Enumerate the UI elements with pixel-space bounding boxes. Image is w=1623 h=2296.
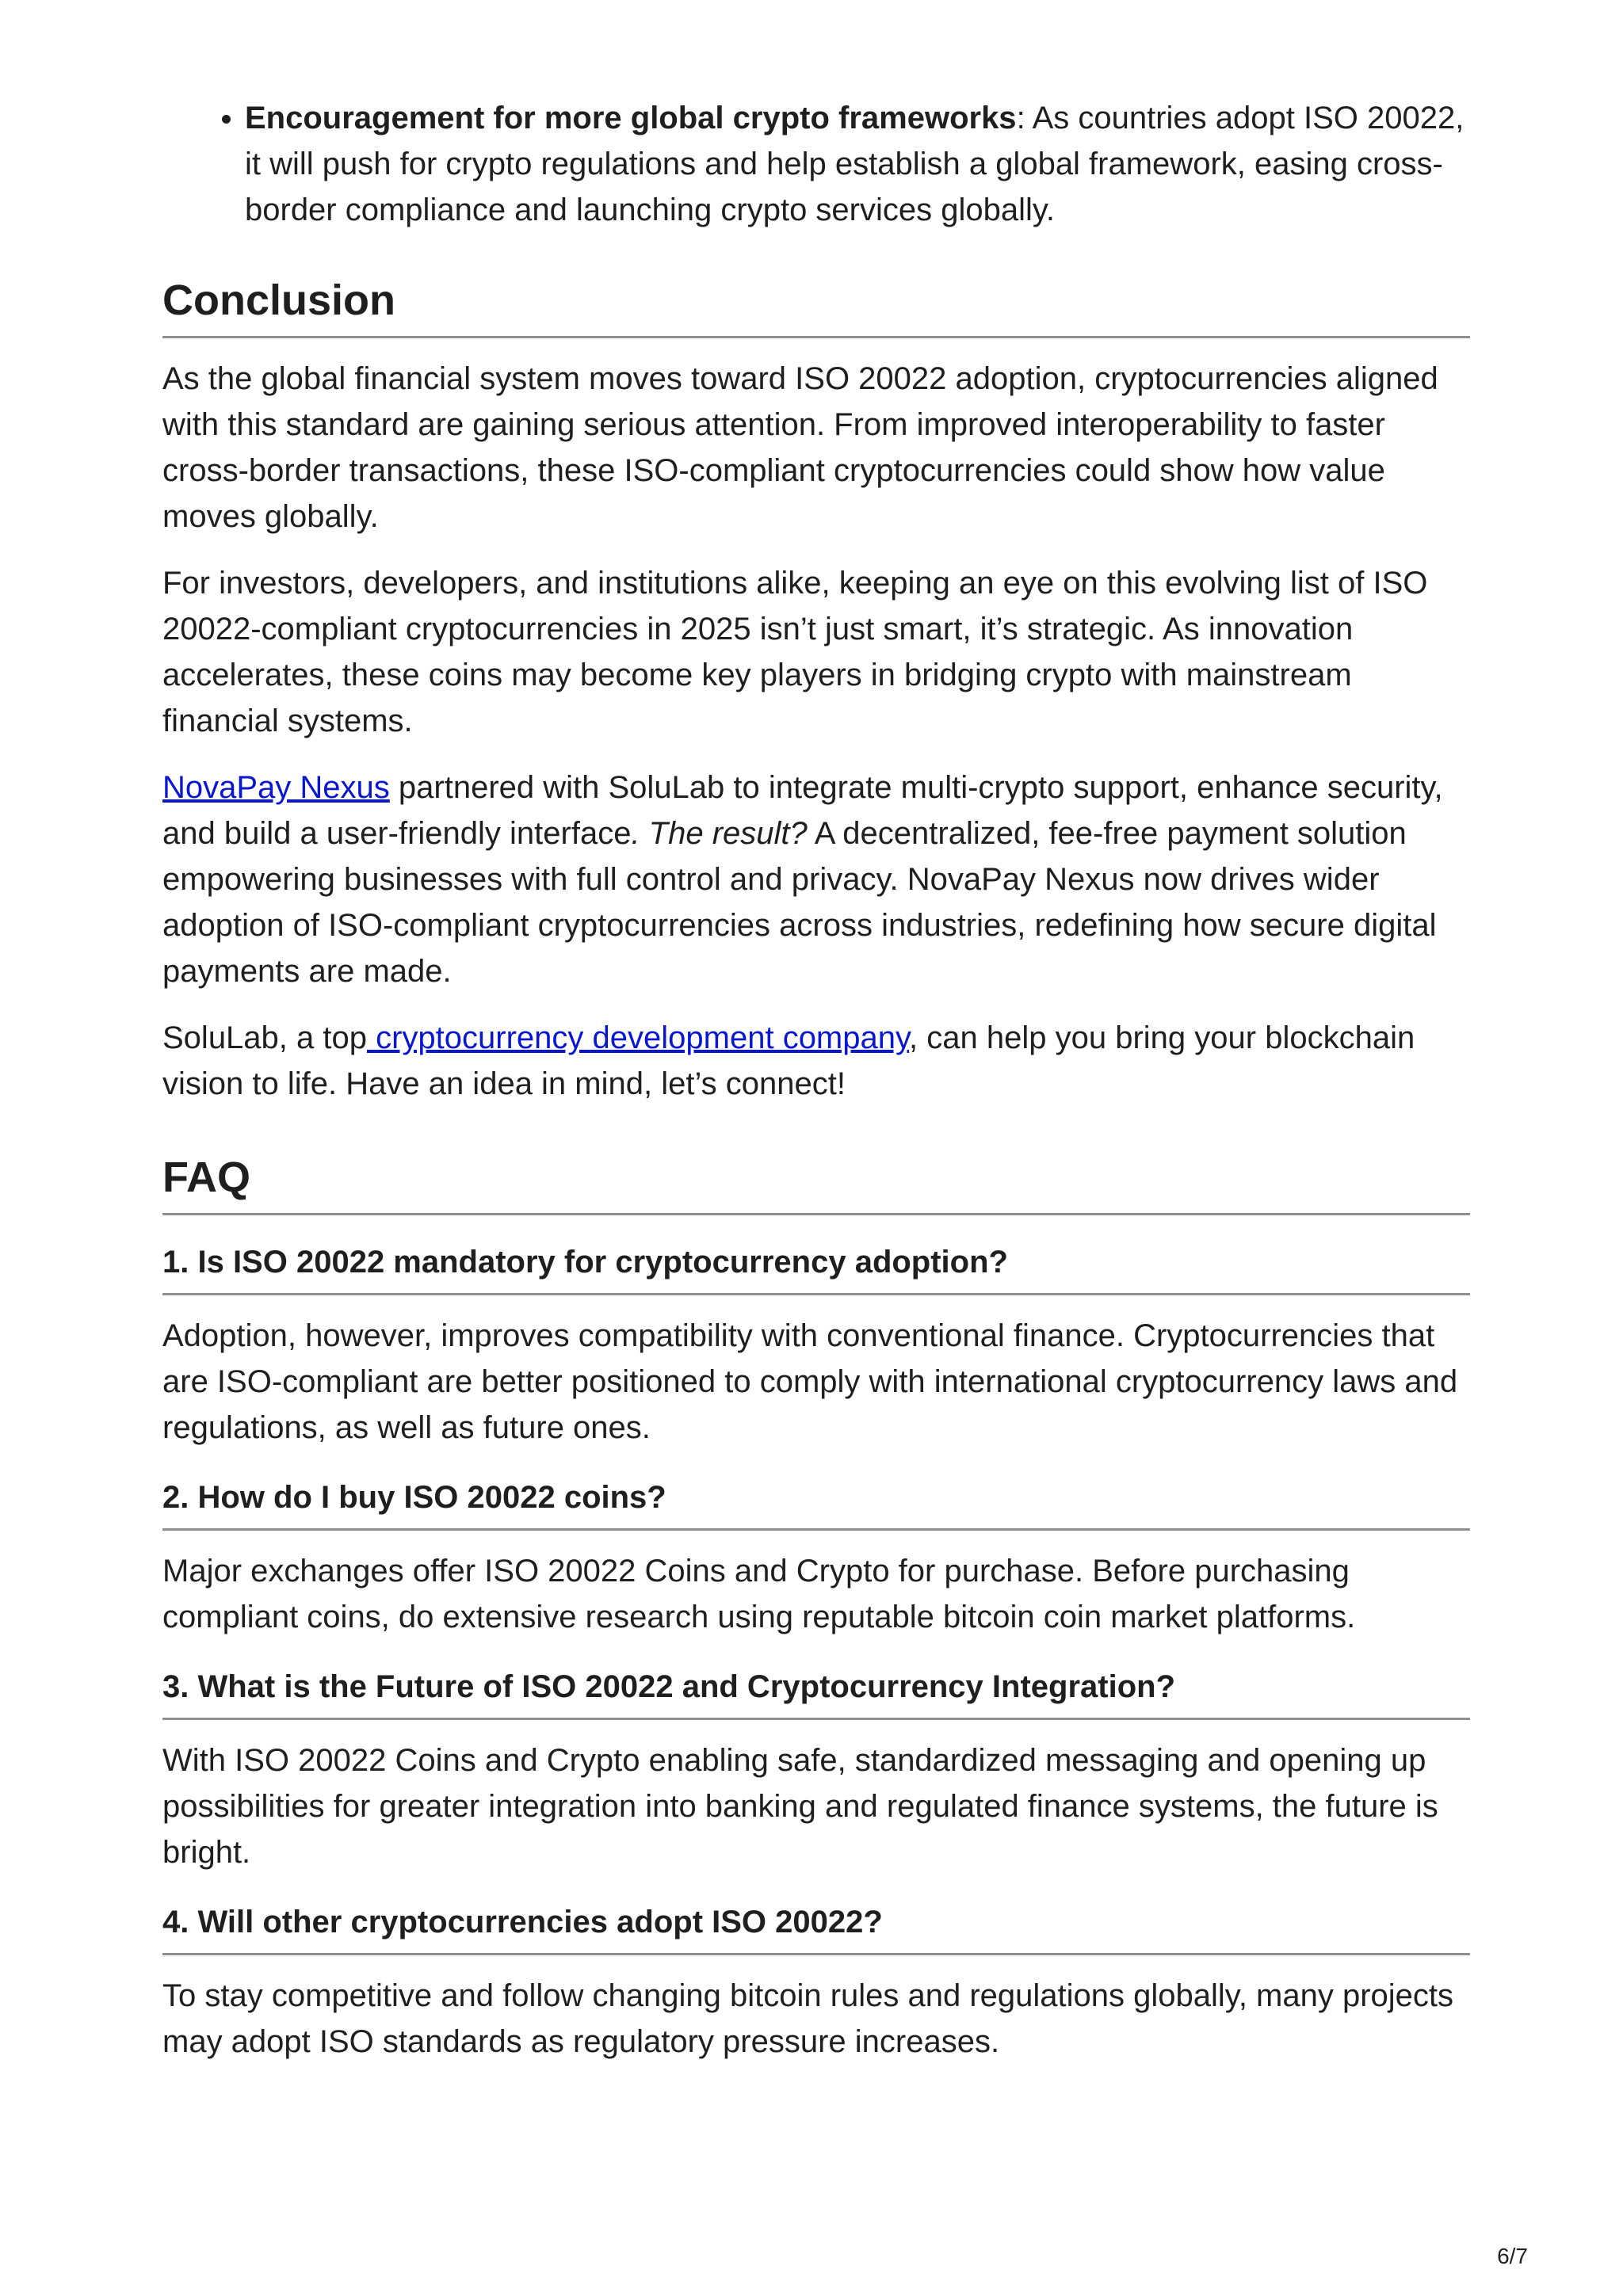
bullet-text: : As countries adopt ISO 20022, it will push for crypto regulations and help establish a global framework, easing cross-border compliance and launching crypto services globally. [245, 101, 1465, 227]
paragraph-text: SoluLab, a top [162, 1020, 367, 1055]
paragraph-text: A decentralized, fee-free payment solution empowering businesses with full control and privacy. NovaPay Nexus now drives wider adoption of ISO-compliant cryptocurrencies across industries, redefining how secure digital payments are made. [162, 816, 1437, 989]
conclusion-paragraph-3 [162, 765, 1470, 994]
document-body [162, 95, 1470, 2065]
italic-text: . The result? [631, 816, 808, 851]
bullet-item [245, 95, 1470, 233]
paragraph-text: , can help you bring your blockchain vision to life. Have an idea in mind, let’s connect! [162, 1020, 1415, 1101]
conclusion-paragraph-1: As the global financial system moves toward ISO 20022 adoption, cryptocurrencies aligned with this standard are gaining serious attention. From improved interoperability to faster cross-border transactions, these ISO-compliant cryptocurrencies could show how value moves globally. [162, 361, 1438, 534]
bullet-bold-text: Encouragement for more global crypto frameworks [245, 101, 1017, 135]
conclusion-heading: Conclusion [162, 274, 1470, 338]
faq-question-3: 3. What is the Future of ISO 20022 and Cryptocurrency Integration? [162, 1665, 1470, 1720]
page-number: 6/7 [1497, 2244, 1528, 2268]
faq-question-2: 2. How do I buy ISO 20022 coins? [162, 1476, 1470, 1531]
faq-question-1: 1. Is ISO 20022 mandatory for cryptocurrency adoption? [162, 1241, 1470, 1295]
crypto-development-company-link[interactable]: cryptocurrency development company [367, 1020, 910, 1055]
faq-answer-4: To stay competitive and follow changing bitcoin rules and regulations globally, many projects may adopt ISO standards as regulatory pressure increases. [162, 1978, 1454, 2059]
faq-answer-2: Major exchanges offer ISO 20022 Coins and Crypto for purchase. Before purchasing compliant coins, do extensive research using reputable bitcoin coin market platforms. [162, 1554, 1356, 1634]
conclusion-paragraph-2: For investors, developers, and institutions alike, keeping an eye on this evolving list of ISO 20022-compliant cryptocurrencies in 2025 isn’t just smart, it’s strategic. As innovation accelerates, these coins may become key players in bridging crypto with mainstream financial systems. [162, 566, 1428, 738]
faq-heading: FAQ [162, 1151, 1470, 1215]
paragraph-text: partnered with SoluLab to integrate multi-crypto support, enhance security, and build a user-friendly interface [162, 770, 1443, 851]
bullet-list [162, 95, 1470, 233]
conclusion-paragraph-4 [162, 1015, 1470, 1107]
faq-answer-1: Adoption, however, improves compatibility with conventional finance. Cryptocurrencies that are ISO-compliant are better positioned to comply with international cryptocurrency laws and regulations, as well as future ones. [162, 1318, 1458, 1445]
faq-question-4: 4. Will other cryptocurrencies adopt ISO 20022? [162, 1901, 1470, 1955]
novapay-nexus-link[interactable]: NovaPay Nexus [162, 770, 390, 805]
faq-answer-3: With ISO 20022 Coins and Crypto enabling safe, standardized messaging and opening up possibilities for greater integration into banking and regulated finance systems, the future is bright. [162, 1743, 1438, 1870]
